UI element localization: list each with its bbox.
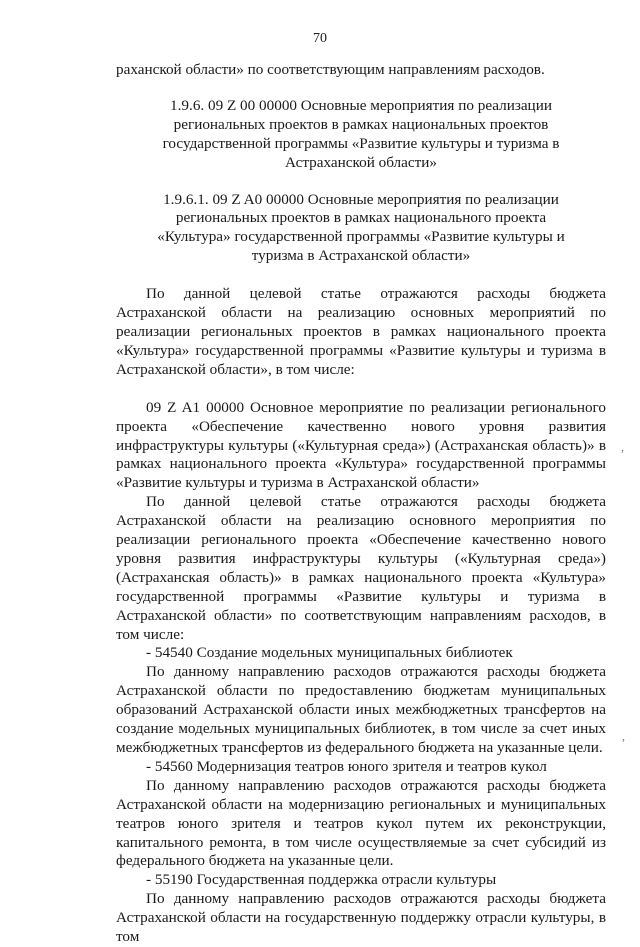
margin-mark-2: , [622,729,625,743]
section-heading-1-9-6: 1.9.6. 09 Z 00 00000 Основные мероприятия по реализации региональных проектов в рамках национальных проектов государственной программы «Развитие культуры и туризма в Астраханской области» [162,96,560,171]
paragraph-main-event: 09 Z A1 00000 Основное мероприятие по реализации регионального проекта «Обеспечение качественно нового уровня развития инфраструктуры культуры («Культурная среда») (Астраханская область)» в рамках национального проекта «Культура» государственной программы «Развитие культуры и туризма в Астраханской области» [116,398,606,492]
section-heading-1-9-6-1: 1.9.6.1. 09 Z A0 00000 Основные мероприятия по реализации региональных проектов в рамках национального проекта «Культура» государственной программы «Развитие культуры и туризма в Астраханской области» [157,190,565,265]
item-text-54560: По данному направлению расходов отражаются расходы бюджета Астраханской области на модернизацию региональных и муниципальных театров юного зрителя и театров кукол путем их реконструкции, капитального ремонта, в том числе осуществляемые за счет субсидий из федерального бюджета на указанные цели. [116,776,606,870]
paragraph-target-article: По данной целевой статье отражаются расходы бюджета Астраханской области на реализацию основных мероприятий по реализации региональных проектов в рамках национального проекта «Культура» государственной программы «Развитие культуры и туризма в Астраханской области», в том числе: [116,285,606,378]
page-number: 70 [313,31,327,46]
item-title-54540: - 54540 Создание модельных муниципальных библиотек [146,644,513,662]
item-text-55190: По данному направлению расходов отражаются расходы бюджета Астраханской области на государственную поддержку отрасли культуры, в том [116,890,606,946]
margin-mark-1: , [621,440,624,454]
item-title-54560: - 54560 Модернизация театров юного зрителя и театров кукол [146,757,547,775]
item-title-55190: - 55190 Государственная поддержка отрасли культуры [146,871,497,889]
lead-line: раханской области» по соответствующим направлениям расходов. [116,61,545,78]
paragraph-main-event-expenses: По данной целевой статье отражаются расходы бюджета Астраханской области на реализацию основного мероприятия по реализации регионального проекта «Обеспечение качественно нового уровня развития инфраструктуры культуры («Культурная среда») (Астраханская область)» в рамках национального проекта «Культура» государственной программы «Развитие культуры и туризма в Астраханской области» по соответствующим направлениям расходов, в том числе: [116,493,606,643]
item-text-54540: По данному направлению расходов отражаются расходы бюджета Астраханской области по предоставлению бюджетам муниципальных образований Астраханской области иных межбюджетных трансфертов на создание модельных муниципальных библиотек, в том числе за счет иных межбюджетных трансфертов из федерального бюджета на указанные цели. [116,663,606,756]
document-body [116,61,606,947]
